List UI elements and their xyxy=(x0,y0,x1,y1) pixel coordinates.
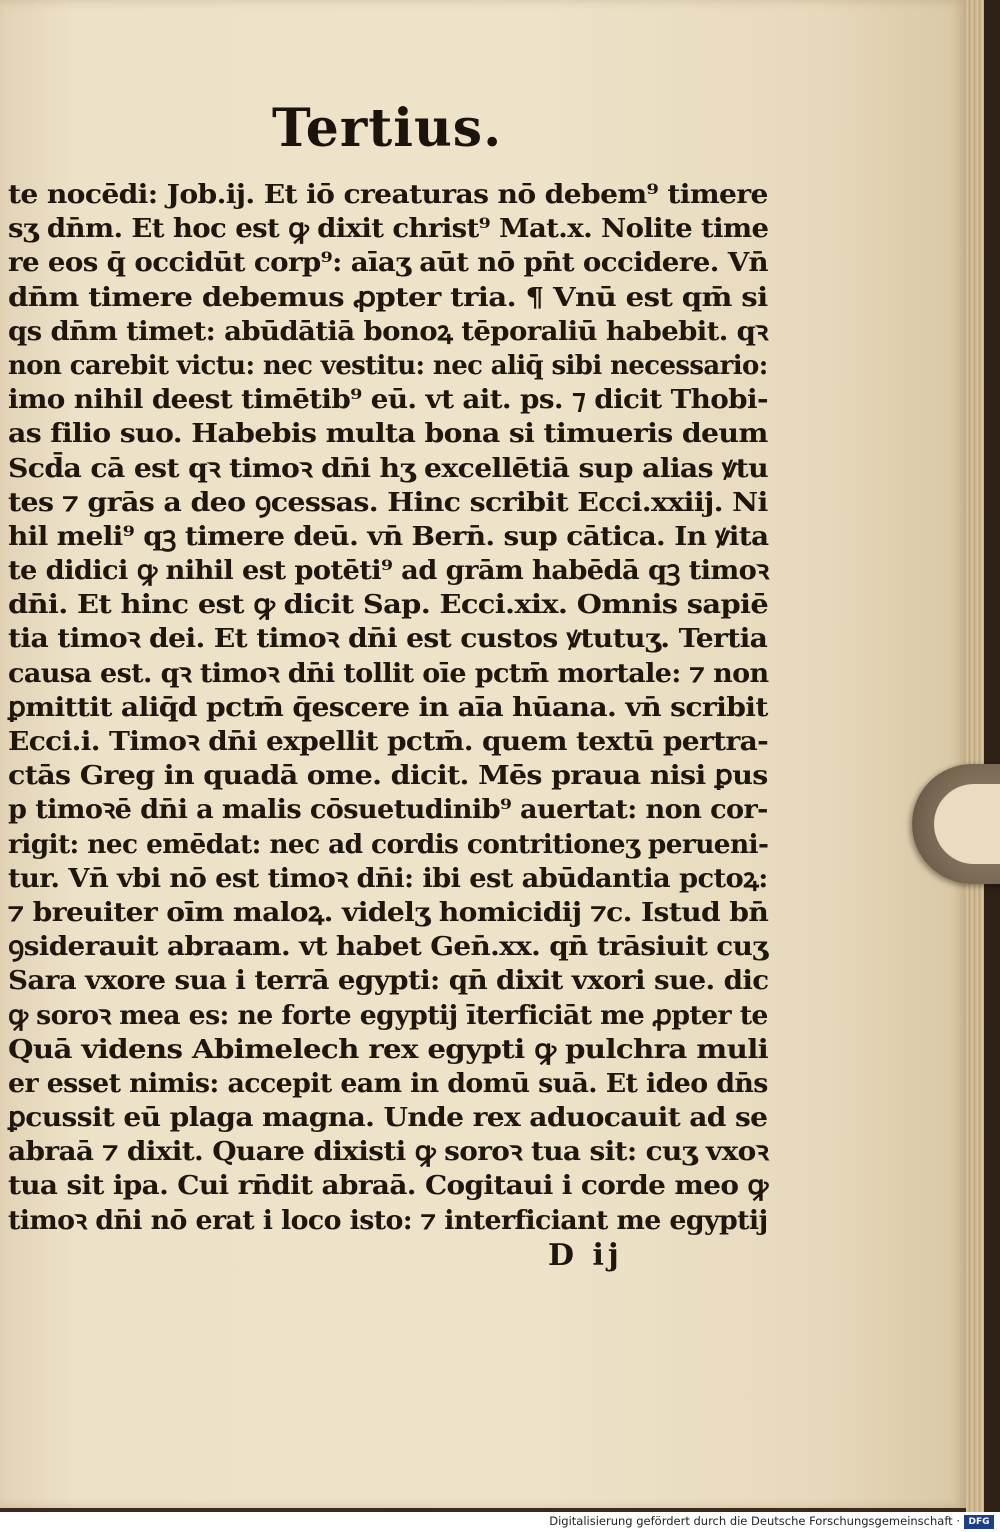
text-line: sʒ dn̄m. Et hoc est ꝙ dixit christ⁹ Mat.x. Nolite time xyxy=(8,213,769,245)
text-line: te nocēdi: Job.ij. Et iō creaturas nō debem⁹ timere xyxy=(8,179,768,210)
text-line: tur. Vn̄ vbi nō est timoꝛ dn̄i: ibi est abūdantia pctoꝝ: xyxy=(8,862,768,894)
text-line: te didici ꝙ nihil est potēti⁹ ad grām habēdā qꝫ timoꝛ xyxy=(8,555,769,587)
text-line: imo nihil deest timētib⁹ eū. vt ait. ps. ⁊ dicit Thobi- xyxy=(8,384,768,416)
text-line: causa est. qꝛ timoꝛ dn̄i tollit oīe pctm̄ mortale: ⁊ non xyxy=(8,657,769,689)
text-line: Scd̄a cā est qꝛ timoꝛ dn̄i hʒ excellētiā sup alias ꝟtu xyxy=(8,452,769,484)
footer-bar xyxy=(0,1512,1000,1532)
running-head: Tertius. xyxy=(272,98,503,159)
signature-mark: D ij xyxy=(548,1238,623,1273)
text-line: ꝑmittit aliq̄d pctm̄ q̄escere in aīa hūana. vn̄ scribit xyxy=(8,691,768,723)
text-line: as filio suo. Habebis multa bona si timueris deum xyxy=(8,418,768,450)
text-line: dn̄m timere debemus ꝓpter tria. ¶ Vnū est qm̄ si xyxy=(8,281,768,313)
funding-credit: Digitalisierung gefördert durch die Deutsche Forschungsgemeinschaft · xyxy=(549,1514,960,1528)
text-line: ꝯsiderauit abraam. vt habet Gen̄.xx. qn̄ trāsiuit cuʒ xyxy=(8,931,768,963)
book-board xyxy=(984,0,1000,1512)
text-line: Ecci.i. Timoꝛ dn̄i expellit pctm̄. quem textū pertra- xyxy=(8,726,769,757)
text-line: non carebit victu: nec vestitu: nec aliq̄ sibi necessario: xyxy=(8,349,768,381)
text-line: hil meli⁹ qꝫ timere deū. vn̄ Bern̄. sup cātica. In ꝟita xyxy=(8,520,769,552)
text-line: dn̄i. Et hinc est ꝙ dicit Sap. Ecci.xix. Omnis sapiē xyxy=(8,589,769,621)
text-line: ꝑcussit eū plaga magna. Unde rex aduocauit ad se xyxy=(8,1102,768,1134)
body-text xyxy=(8,178,768,1238)
text-line: ꝙ soroꝛ mea es: ne forte egyptij īterficiāt me ꝓpter te xyxy=(8,999,768,1031)
text-line: timoꝛ dn̄i nō erat i loco isto: ⁊ interficiant me egyptij xyxy=(8,1204,768,1236)
text-line: Sara vxore sua i terrā egypti: qn̄ dixit vxori sue. dic xyxy=(8,965,769,997)
text-line: tes ⁊ grās a deo ꝯcessas. Hinc scribit Ecci.xxiij. Ni xyxy=(8,486,768,518)
text-line: er esset nimis: accepit eam in domū suā. Et ideo dn̄s xyxy=(8,1067,768,1099)
text-line: abraā ⁊ dixit. Quare dixisti ꝙ soroꝛ tua sit: cuʒ vxoꝛ xyxy=(8,1136,769,1168)
text-line: rigit: nec emēdat: nec ad cordis contritioneʒ perueni- xyxy=(8,828,769,860)
text-line: tua sit ipa. Cui rn̄dit abraā. Cogitaui i corde meo ꝙ xyxy=(8,1170,768,1202)
text-line: ctās Greg in quadā ome. dicit. Mēs praua nisi ꝑus xyxy=(8,760,768,792)
text-line: Quā videns Abimelech rex egypti ꝙ pulchra muli xyxy=(8,1033,769,1065)
text-line: ⁊ breuiter oīm maloꝝ. videlʒ homicidij ⁊c. Istud bn̄ xyxy=(8,896,769,928)
dfg-logo[interactable]: DFG xyxy=(964,1515,994,1529)
text-line: p timoꝛē dn̄i a malis cōsuetudinib⁹ auertat: non cor- xyxy=(8,794,768,826)
text-line: re eos q̄ occidūt corp⁹: aīaʒ aūt nō pn̄t occidere. Vn̄ xyxy=(8,247,769,279)
text-line: tia timoꝛ dei. Et timoꝛ dn̄i est custos ꝟtutuʒ. Tertia xyxy=(8,623,768,655)
text-line: qs dn̄m timet: abūdātiā bonoꝝ tēporaliū habebit. qꝛ xyxy=(8,315,768,347)
